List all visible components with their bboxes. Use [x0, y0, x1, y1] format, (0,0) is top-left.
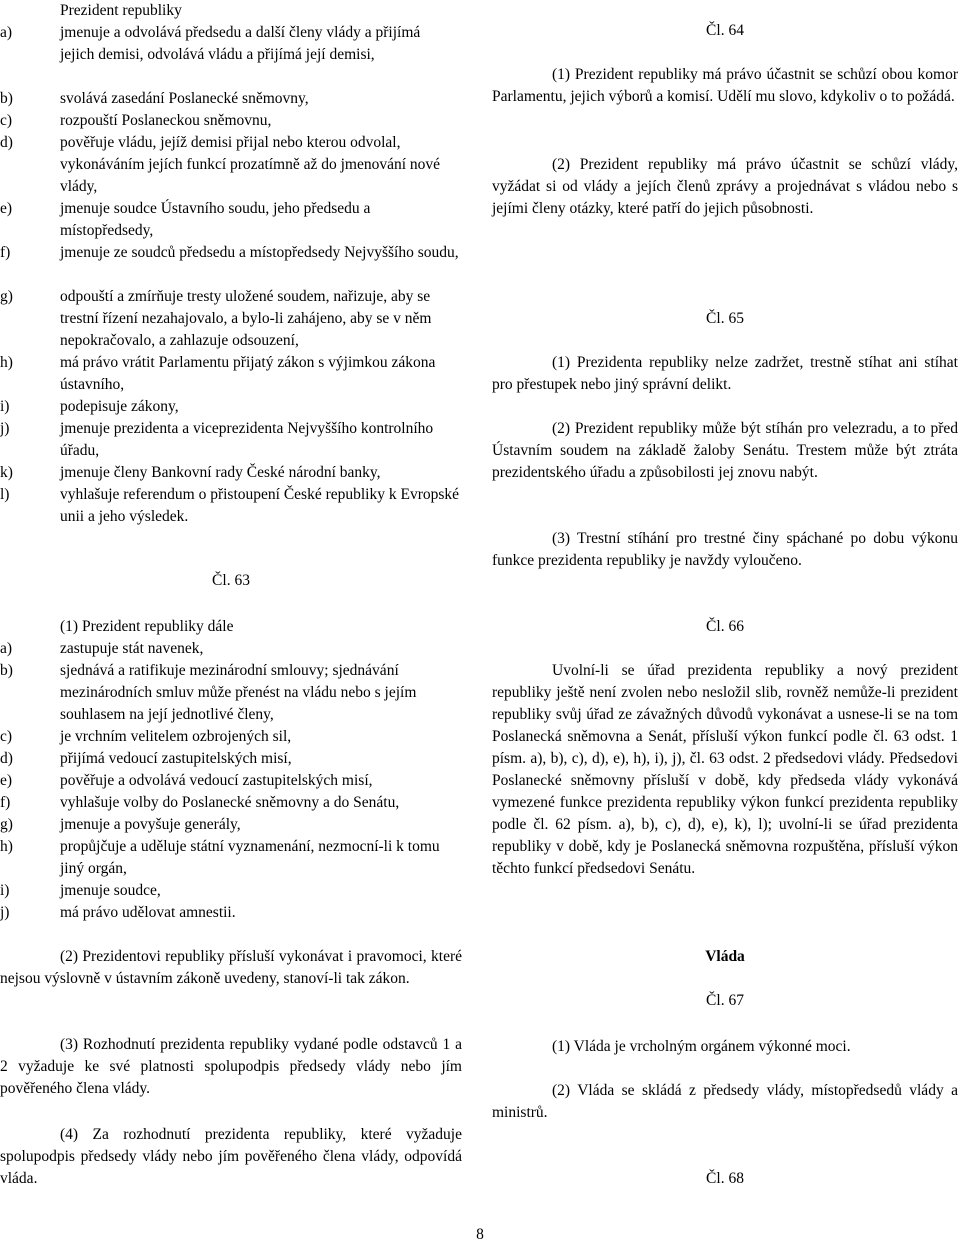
list-item	[0, 638, 462, 660]
item-label: j)	[0, 904, 10, 921]
paragraph-64-1: (1) Prezident republiky má právo účastnit se schůzí obou komor Parlamentu, jejich výborů a komisí. Udělí mu slovo, kdykoliv o to požádá.	[492, 66, 958, 105]
page-number: 8	[476, 1226, 484, 1243]
list-item	[0, 726, 462, 748]
list-powers-63	[0, 638, 462, 924]
list-item	[0, 462, 462, 484]
item-label: a)	[0, 640, 13, 657]
item-text: přijímá vedoucí zastupitelských misí,	[60, 750, 292, 767]
item-text: jmenuje soudce Ústavního soudu, jeho předsedu a místopředsedy,	[60, 200, 371, 239]
item-label: a)	[0, 24, 13, 41]
item-text: je vrchním velitelem ozbrojených sil,	[60, 728, 292, 745]
paragraph-65-2: (2) Prezident republiky může být stíhán pro velezradu, a to před Ústavním soudem na základě žaloby Senátu. Trestem může být ztráta prezidentského úřadu a způsobilosti jej znovu nabýt.	[492, 420, 958, 481]
item-label: c)	[0, 112, 13, 129]
paragraph-63-4: (4) Za rozhodnutí prezidenta republiky, které vyžaduje spolupodpis předsedy vlády nebo jím pověřeného člena vlády, odpovídá vláda.	[0, 1126, 462, 1187]
heading-cl-65: Čl. 65	[706, 310, 744, 327]
paragraph-63-3: (3) Rozhodnutí prezidenta republiky vydané podle odstavců 1 a 2 vyžaduje ke své platnosti spolupodpis předsedy vlády nebo jím pověřeného člena vlády.	[0, 1036, 462, 1097]
list-item	[0, 880, 462, 902]
paragraph-63-2: (2) Prezidentovi republiky přísluší vykonávat i pravomoci, které nejsou výslovně v ústavním zákoně uvedeny, stanoví-li tak zákon.	[0, 948, 462, 987]
item-text: jmenuje soudce,	[60, 882, 161, 899]
item-label: b)	[0, 90, 13, 107]
item-text: podepisuje zákony,	[60, 398, 179, 415]
list-item	[0, 748, 462, 770]
list-item	[0, 242, 462, 286]
item-label: k)	[0, 464, 13, 481]
item-text: jmenuje a povyšuje generály,	[60, 816, 241, 833]
item-text: pověřuje a odvolává vedoucí zastupitelských misí,	[60, 772, 373, 789]
item-text: jmenuje členy Bankovní rady České národní banky,	[60, 464, 381, 481]
paragraph-63-1: (1) Prezident republiky dále	[60, 618, 234, 635]
item-text: rozpouští Poslaneckou sněmovnu,	[60, 112, 272, 129]
item-label: f)	[0, 244, 11, 261]
item-text: jmenuje ze soudců předsedu a místopředsedy Nejvyššího soudu,	[60, 244, 459, 261]
paragraph-64-2: (2) Prezident republiky má právo účastnit se schůzí vlády, vyžádat si od vlády a jejích členů zprávy a projednávat s vládou nebo s jejími členy otázky, které patří do jejich působnosti.	[492, 156, 958, 217]
list-item	[0, 352, 462, 396]
item-text: zastupuje stát navenek,	[60, 640, 204, 657]
item-text: vyhlašuje volby do Poslanecké sněmovny a do Senátu,	[60, 794, 400, 811]
item-label: j)	[0, 420, 10, 437]
heading-cl-64: Čl. 64	[706, 22, 744, 39]
list-powers-62	[0, 22, 462, 528]
item-label: g)	[0, 288, 13, 305]
paragraph-65-1: (1) Prezidenta republiky nelze zadržet, trestně stíhat ani stíhat pro přestupek nebo jiný správní delikt.	[492, 354, 958, 393]
paragraph-67-2: (2) Vláda se skládá z předsedy vlády, místopředsedů vlády a ministrů.	[492, 1082, 958, 1121]
item-text: propůjčuje a uděluje státní vyznamenání, nezmocní-li k tomu jiný orgán,	[60, 838, 440, 877]
item-label: i)	[0, 398, 10, 415]
paragraph-66: Uvolní-li se úřad prezidenta republiky a nový prezident republiky ještě není zvolen nebo nesložil slib, rovněž nemůže-li prezident republiky svůj úřad ze závažných důvodů vykonávat a usnese-li se na tom Poslanecká sněmovna a Senát, přísluší výkon funkcí podle čl. 63 odst. 1 písm. a), b), c), d), e), h), i), j), čl. 63 odst. 2 předsedovi vlády. Předsedovi Poslanecké sněmovny přísluší v době, kdy předseda vlády vykonává vymezené funkce prezidenta republiky výkon funkcí prezidenta republiky podle čl. 62 písm. a), b), c), d), e), k), l); uvolní-li se úřad prezidenta republiky v době, kdy je Poslanecká sněmovna rozpuštěna, přísluší výkon těchto funkcí předsedovi Senátu.	[492, 662, 958, 877]
item-label: e)	[0, 200, 13, 217]
item-label: h)	[0, 838, 13, 855]
item-label: f)	[0, 794, 11, 811]
item-label: h)	[0, 354, 13, 371]
paragraph-67-1: (1) Vláda je vrcholným orgánem výkonné moci.	[552, 1038, 851, 1055]
item-text: odpouští a zmírňuje tresty uložené soudem, nařizuje, aby se trestní řízení nezahajovalo, a bylo-li zahájeno, aby se v něm nepokračovalo, a zahlazuje odsouzení,	[60, 288, 432, 349]
item-label: g)	[0, 816, 13, 833]
item-label: c)	[0, 728, 13, 745]
list-item	[0, 484, 462, 528]
list-item	[0, 396, 462, 418]
list-item	[0, 132, 462, 198]
item-text: svolává zasedání Poslanecké sněmovny,	[60, 90, 309, 107]
list-item	[0, 660, 462, 726]
item-text: vyhlašuje referendum o přistoupení České republiky k Evropské unii a jeho výsledek.	[60, 486, 460, 525]
item-label: i)	[0, 882, 10, 899]
item-label: d)	[0, 750, 13, 767]
item-label: e)	[0, 772, 13, 789]
list-item	[0, 902, 462, 924]
item-text: sjednává a ratifikuje mezinárodní smlouvy; sjednávání mezinárodních smluv může přenést na vládu nebo s jejím souhlasem na její jednotlivé členy,	[60, 662, 417, 723]
heading-cl-68: Čl. 68	[706, 1170, 744, 1187]
item-text: má právo vrátit Parlamentu přijatý zákon s výjimkou zákona ústavního,	[60, 354, 436, 393]
section-title-vlada: Vláda	[705, 948, 745, 965]
heading-cl-67: Čl. 67	[706, 992, 744, 1009]
list-item	[0, 88, 462, 110]
list-item	[0, 110, 462, 132]
item-text: má právo udělovat amnestii.	[60, 904, 236, 921]
item-label: d)	[0, 134, 13, 151]
list-item	[0, 198, 462, 242]
list-item	[0, 22, 462, 88]
item-text: jmenuje prezidenta a viceprezidenta Nejvyššího kontrolního úřadu,	[60, 420, 434, 459]
list-item	[0, 770, 462, 792]
paragraph-65-3: (3) Trestní stíhání pro trestné činy spáchané po dobu výkonu funkce prezidenta republiky je navždy vyloučeno.	[492, 530, 958, 569]
list-item	[0, 286, 462, 352]
heading-cl-63: Čl. 63	[212, 572, 250, 589]
list-item	[0, 418, 462, 462]
intro-line: Prezident republiky	[60, 2, 182, 19]
item-label: l)	[0, 486, 10, 503]
item-text: pověřuje vládu, jejíž demisi přijal nebo kterou odvolal, vykonáváním jejích funkcí prozatímně až do jmenování nové vlády,	[60, 134, 441, 195]
heading-cl-66: Čl. 66	[706, 618, 744, 635]
item-text: jmenuje a odvolává předsedu a další členy vlády a přijímá jejich demisi, odvolává vládu a přijímá její demisi,	[60, 24, 421, 63]
list-item	[0, 814, 462, 836]
list-item	[0, 792, 462, 814]
item-label: b)	[0, 662, 13, 679]
list-item	[0, 836, 462, 880]
